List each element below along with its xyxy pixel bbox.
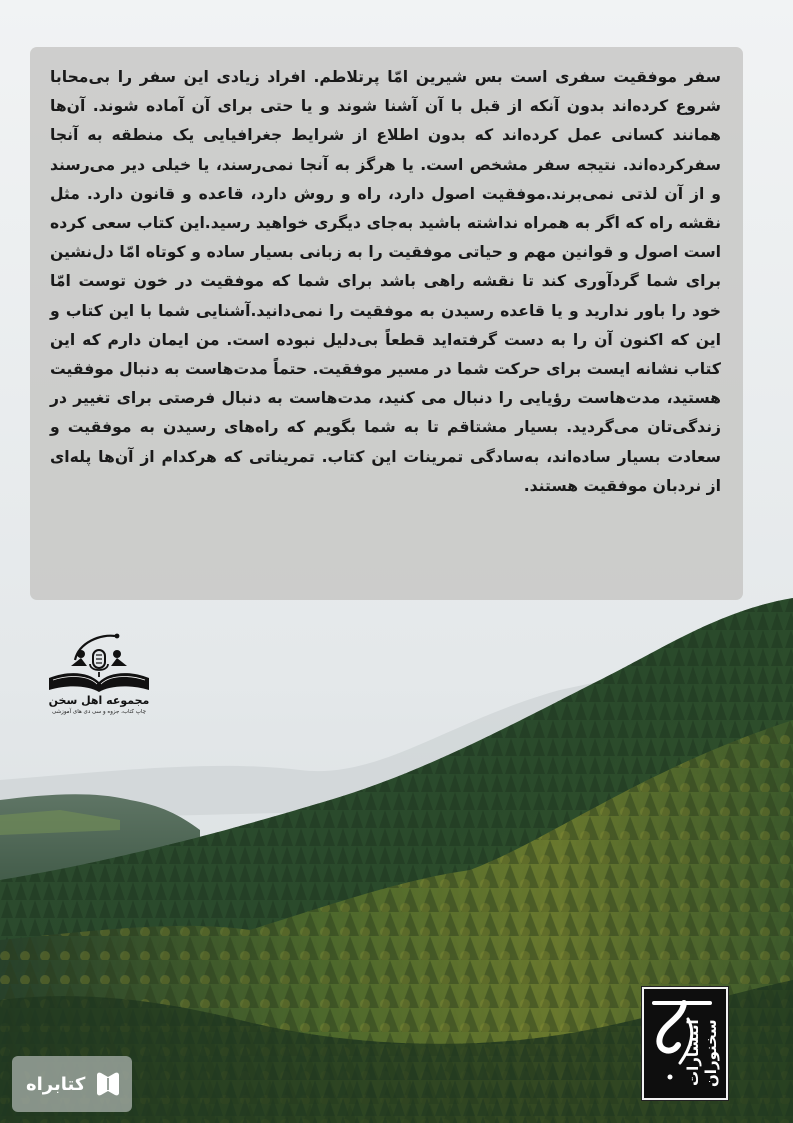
publisher-tagline: چاپ کتاب، جزوه و سی دی های آموزشی [51, 709, 147, 715]
book-description-paragraph: سفر موفقیت سفری است بس شیرین امّا پرتلاطم. افراد زیادی این سفر را بی‌محابا شروع کرده‌اند بدون آنکه از قبل با آن آشنا شوند و یا حتی برای آن آماده شوند. آن‌ها همانند کسانی عمل کرده‌اند که بدون اطلاع از شرایط جغرافیایی یک منطقه به آنجا سفرکرده‌اند. نتیجه سفر مشخص است. یا هرگز به آنجا نمی‌رسند، یا خیلی دیر می‌رسند و از آن لذتی نمی‌برند.موفقیت اصول دارد، راه و روش دارد، قاعده و قانون دارد. مثل نقشه راه که اگر به همراه نداشته باشید به‌جای دیگری خواهید رسید.این کتاب سعی کرده است اصول و قوانین مهم و حیاتی موفقیت را به زبانی بسیار ساده و کوتاه امّا دل‌نشین برای شما گردآوری کند تا نقشه راهی باشد برای شما که موفقیت در خون توست امّا خود را باور ندارید و یا قاعده رسیدن به موفقیت را نمی‌دانید.آشنایی شما با این کتاب و این که اکنون آن را به دست گرفته‌اید قطعاً بی‌دلیل نبوده است. من ایمان دارم که این کتاب نشانه ایست برای حرکت شما در مسیر موفقیت. حتماً مدت‌هاست به دنبال موفقیت هستید، مدت‌هاست رؤیایی را دنبال می کنید، مدت‌هاست به دنبال فرصتی برای تغییر در زندگی‌تان می‌گردید. بسیار مشتاقم تا به شما بگویم که راه‌های رسیدن به موفقیت و سعادت بسیار ساده‌اند، به‌سادگی تمرینات این کتاب. تمریناتی که هرکدام از آن‌ها پله‌ای از نردبان موفقیت هستند. [50, 68, 721, 495]
ketabrah-word: کتابراه [26, 1073, 86, 1095]
microphone-book-people-icon [45, 632, 153, 694]
ketabrah-watermark [12, 1056, 132, 1112]
imprint-logo [642, 987, 728, 1100]
ketabrah-book-icon [93, 1069, 123, 1099]
publisher-name: مجموعه اهل سخن [48, 694, 150, 707]
imprint-label: انتشارات سخنوران [684, 1019, 720, 1087]
publisher-logo [44, 632, 154, 724]
text-panel [30, 47, 743, 600]
